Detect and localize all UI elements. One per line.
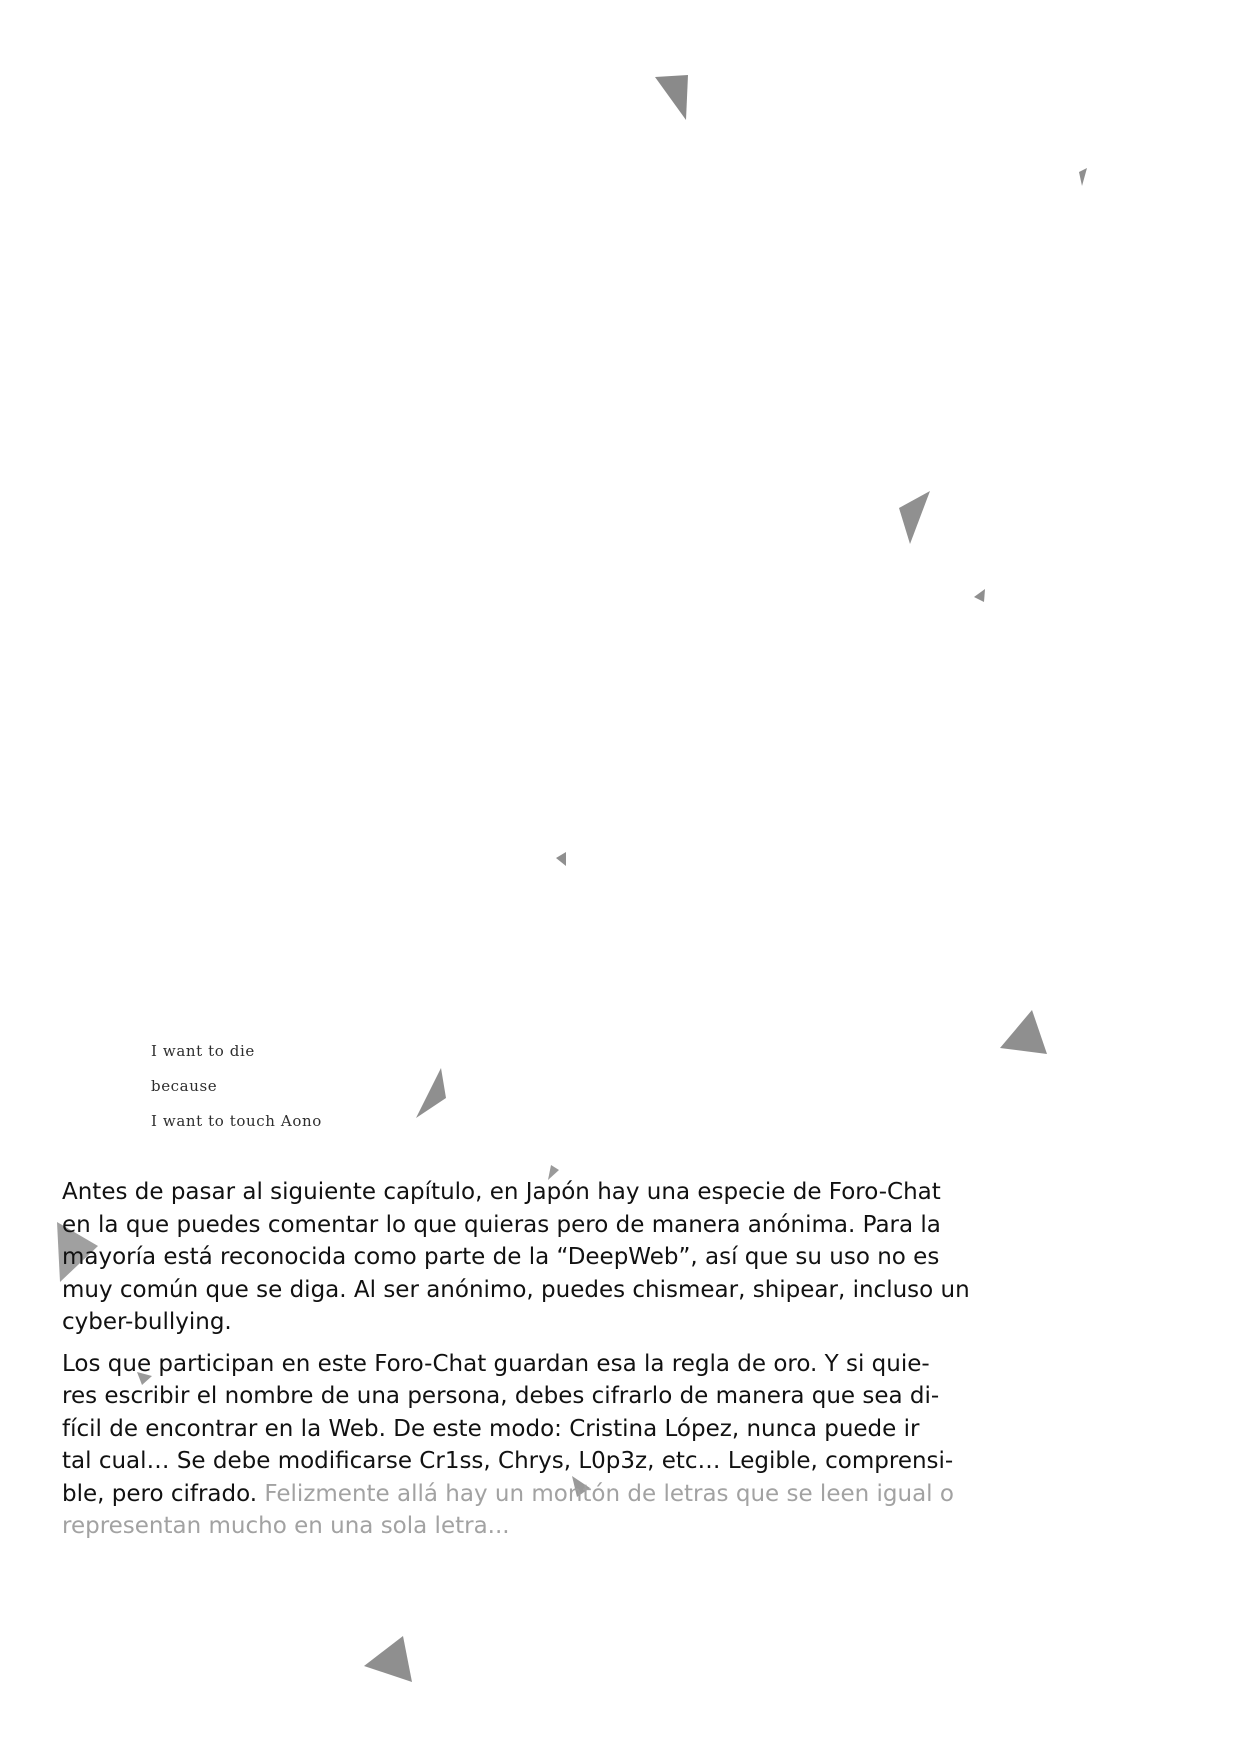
- text-line: mayoría está reconocida como parte de la “DeepWeb”, así que su uso no es: [62, 1244, 940, 1270]
- poem: [151, 1037, 322, 1142]
- note-paragraph-2: [62, 1348, 962, 1543]
- text-line: tal cual… Se debe modificarse Cr1ss, Chrys, L0p3z, etc… Legible, comprensi-: [62, 1448, 954, 1474]
- shard: [655, 75, 688, 120]
- text-line: Los que participan en este Foro-Chat guardan esa la regla de oro. Y si quie-: [62, 1350, 930, 1377]
- shard: [1000, 1010, 1047, 1054]
- poem-line: I want to die: [151, 1042, 255, 1060]
- shard: [974, 589, 985, 602]
- shard: [1079, 168, 1087, 186]
- text-line: muy común que se diga. Al ser anónimo, puedes chismear, shipear, incluso un: [62, 1276, 970, 1303]
- faded-text-line: representan mucho en una sola letra...: [62, 1513, 510, 1539]
- translator-note: [62, 1176, 970, 1552]
- text-line: cyber-bullying.: [62, 1309, 232, 1335]
- text-line: [62, 1478, 962, 1511]
- note-paragraph-1: [62, 1176, 970, 1339]
- text-line: fícil de encontrar en la Web. De este modo: Cristina López, nunca puede ir: [62, 1415, 920, 1442]
- text-line: res escribir el nombre de una persona, debes cifrarlo de manera que sea di-: [62, 1383, 940, 1409]
- text-line: Antes de pasar al siguiente capítulo, en Japón hay una especie de Foro-Chat: [62, 1179, 941, 1205]
- text-segment: ble, pero cifrado.: [62, 1480, 258, 1507]
- poem-line: because: [151, 1077, 218, 1095]
- poem-line: I want to touch Aono: [151, 1112, 322, 1130]
- shard: [556, 852, 566, 866]
- shard: [899, 491, 930, 544]
- faded-text-segment: Felizmente allá hay un montón de letras que se leen igual o: [257, 1480, 954, 1507]
- text-line: en la que puedes comentar lo que quieras pero de manera anónima. Para la: [62, 1211, 941, 1238]
- shard: [416, 1068, 446, 1118]
- shard: [364, 1636, 412, 1682]
